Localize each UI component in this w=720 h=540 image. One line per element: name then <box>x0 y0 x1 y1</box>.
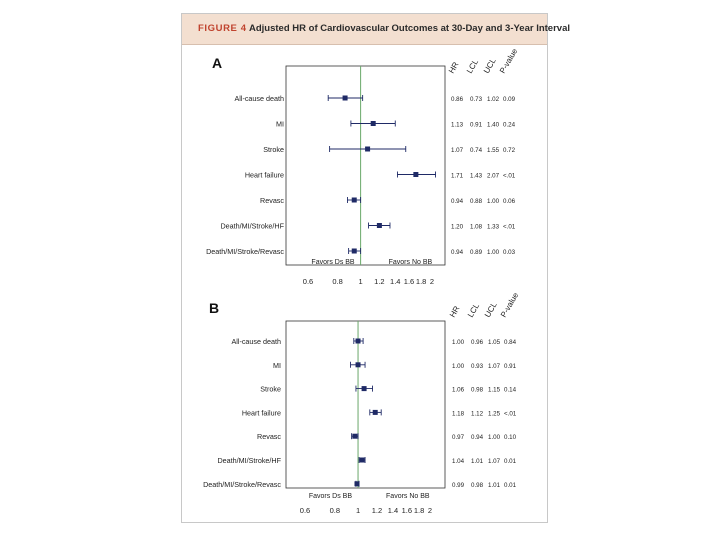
panel-a-row-label: All-cause death <box>234 94 284 103</box>
panel-a-value-cell: 1.08 <box>470 223 483 231</box>
panel-a-column-header: LCL <box>464 57 481 75</box>
panel-b-value-cell: 1.18 <box>452 410 465 418</box>
panel-b-x-tick-label: 0.6 <box>299 506 311 515</box>
panel-a-value-cell: 0.94 <box>451 249 464 256</box>
panel-a-value-cell: 1.20 <box>451 223 464 231</box>
panel-a-x-tick-label: 0.8 <box>332 277 343 286</box>
panel-a-label: A <box>212 55 223 71</box>
panel-b-value-cell: 0.01 <box>504 481 517 489</box>
panel-b-value-cell: 0.97 <box>452 434 465 442</box>
panel-a-row-label: MI <box>276 119 284 129</box>
panel-b-column-header: P-value <box>498 291 521 319</box>
panel-b-value-cell: 0.98 <box>471 386 484 394</box>
panel-b-value-cell: 0.10 <box>504 434 517 442</box>
panel-b-hr-point <box>362 386 367 391</box>
panel-a-hr-point <box>371 121 376 126</box>
panel-b-value-cell: 0.01 <box>504 458 517 465</box>
panel-b-column-header: UCL <box>482 300 499 319</box>
panel-a-column-header: UCL <box>481 56 498 75</box>
panel-a-row-label: Revasc <box>260 196 284 205</box>
panel-a-value-cell: 0.86 <box>451 96 464 103</box>
panel-b-favor-left: Favors Ds BB <box>308 493 353 500</box>
panel-a-hr-point <box>365 147 370 152</box>
panel-b-hr-point <box>354 481 359 486</box>
panel-b-column-header: LCL <box>465 301 482 319</box>
panel-b-value-cell: 1.05 <box>488 339 501 346</box>
panel-a-favor-right: Favors No BB <box>388 259 433 266</box>
panel-b-column-header: HR <box>447 304 462 319</box>
panel-b-value-cell: 1.07 <box>488 458 501 465</box>
panel-a-value-cell: 0.09 <box>503 96 516 103</box>
panel-b-x-tick-label: 2 <box>427 506 433 515</box>
panel-a-value-cell: <.01 <box>503 223 516 231</box>
panel-b-value-cell: 0.98 <box>471 481 484 489</box>
panel-a-value-cell: 0.24 <box>503 121 516 129</box>
panel-a-row-label: Heart failure <box>244 170 284 180</box>
panel-a-value-cell: 1.33 <box>487 223 500 231</box>
panel-a-hr-point <box>377 223 382 228</box>
panel-b-row-label: All-cause death <box>231 337 281 346</box>
panel-a-x-tick-label: 1.4 <box>390 277 401 286</box>
panel-a-x-tick-label: 2 <box>429 277 435 286</box>
panel-a-row-label: Death/MI/Stroke/HF <box>220 221 284 231</box>
panel-b-hr-point <box>373 410 378 415</box>
panel-b-value-cell: 1.00 <box>452 362 465 370</box>
panel-b-value-cell: 1.25 <box>488 410 501 418</box>
panel-a-value-cell: 0.94 <box>451 198 464 205</box>
panel-a-favor-left: Favors Ds BB <box>311 259 355 266</box>
panel-a-hr-point <box>413 172 418 177</box>
panel-a-row-label: Death/MI/Stroke/Revasc <box>206 247 284 256</box>
panel-b-value-cell: 1.06 <box>452 386 465 394</box>
panel-a-value-cell: 1.55 <box>487 147 500 154</box>
panel-a-column-header: P-value <box>497 47 520 75</box>
panel-a-column-header: HR <box>446 60 461 75</box>
panel-a-hr-point <box>352 249 357 254</box>
panel-a-value-cell: 1.43 <box>470 172 483 180</box>
panel-a-x-tick-label: 1.2 <box>374 277 385 286</box>
panel-b-x-tick-label: 0.8 <box>329 506 341 515</box>
panel-a-hr-point <box>343 96 348 101</box>
panel-b-value-cell: 1.07 <box>488 362 501 370</box>
panel-a-value-cell: 0.73 <box>470 96 483 103</box>
panel-a-x-tick-label: 1.8 <box>415 277 427 286</box>
panel-a-value-cell: 1.40 <box>487 121 500 129</box>
panel-a-value-cell: 0.89 <box>470 249 483 256</box>
panel-b-value-cell: 1.01 <box>471 458 484 465</box>
panel-a-value-cell: 0.06 <box>503 198 516 205</box>
panel-a-plot-frame <box>286 66 445 265</box>
panel-a-value-cell: 1.71 <box>451 172 464 180</box>
panel-a-value-cell: 1.13 <box>451 121 464 129</box>
panel-b-value-cell: <.01 <box>504 410 517 418</box>
panel-b-value-cell: 0.93 <box>471 362 484 370</box>
panel-a-x-tick-label: 0.6 <box>302 277 314 286</box>
panel-b-value-cell: 0.99 <box>452 481 465 489</box>
panel-b-row-label: Revasc <box>257 432 281 442</box>
panel-b-value-cell: 0.96 <box>471 339 484 346</box>
panel-b-value-cell: 1.00 <box>488 434 501 442</box>
panel-a-value-cell: 0.74 <box>470 147 483 154</box>
panel-b-hr-point <box>356 339 361 344</box>
panel-a-value-cell: 1.00 <box>487 198 500 205</box>
figure-label: FIGURE 4 <box>198 23 247 34</box>
panel-b-hr-point <box>352 434 357 439</box>
panel-b-row-label: Heart failure <box>241 408 281 418</box>
panel-b-row-label: Death/MI/Stroke/Revasc <box>203 479 281 489</box>
panel-b-x-tick-label: 1.4 <box>387 506 399 515</box>
panel-a-value-cell: 0.88 <box>470 198 483 205</box>
figure-title: Adjusted HR of Cardiovascular Outcomes at 30-Day and 3-Year Interval <box>249 23 570 34</box>
panel-a-value-cell: 1.07 <box>451 147 464 154</box>
panel-b-x-tick-label: 1.6 <box>401 506 413 515</box>
panel-b-value-cell: 1.12 <box>471 410 484 418</box>
panel-b-value-cell: 1.00 <box>452 339 465 346</box>
panel-b-label: B <box>209 300 220 316</box>
panel-b-value-cell: 1.15 <box>488 386 501 394</box>
panel-a-value-cell: <.01 <box>503 172 516 180</box>
panel-a-hr-point <box>352 198 357 203</box>
panel-b-value-cell: 0.14 <box>504 386 517 394</box>
panel-b-value-cell: 1.04 <box>452 458 465 465</box>
panel-b-x-tick-label: 1 <box>355 506 361 515</box>
panel-b-row-label: MI <box>273 360 281 370</box>
panel-a-value-cell: 0.03 <box>503 249 516 256</box>
panel-b-row-label: Stroke <box>260 384 281 394</box>
panel-a-row-label: Stroke <box>263 145 284 154</box>
panel-b-x-tick-label: 1.8 <box>413 506 425 515</box>
panel-a-value-cell: 2.07 <box>487 172 500 180</box>
panel-b-x-tick-label: 1.2 <box>371 506 383 515</box>
panel-a-x-tick-label: 1.6 <box>403 277 415 286</box>
panel-b-hr-point <box>356 362 361 367</box>
panel-b-favor-right: Favors No BB <box>386 493 430 500</box>
panel-a-x-tick-label: 1 <box>358 277 363 286</box>
panel-b-value-cell: 0.84 <box>504 339 517 346</box>
panel-a-value-cell: 0.91 <box>470 121 483 129</box>
panel-a-value-cell: 0.72 <box>503 147 516 154</box>
panel-a-value-cell: 1.02 <box>487 96 500 103</box>
panel-a-value-cell: 1.00 <box>487 249 500 256</box>
panel-b-value-cell: 1.01 <box>488 481 501 489</box>
panel-b-value-cell: 0.91 <box>504 362 517 370</box>
panel-b-row-label: Death/MI/Stroke/HF <box>217 456 281 465</box>
panel-b-value-cell: 0.94 <box>471 434 484 442</box>
panel-b-hr-point <box>360 458 365 463</box>
